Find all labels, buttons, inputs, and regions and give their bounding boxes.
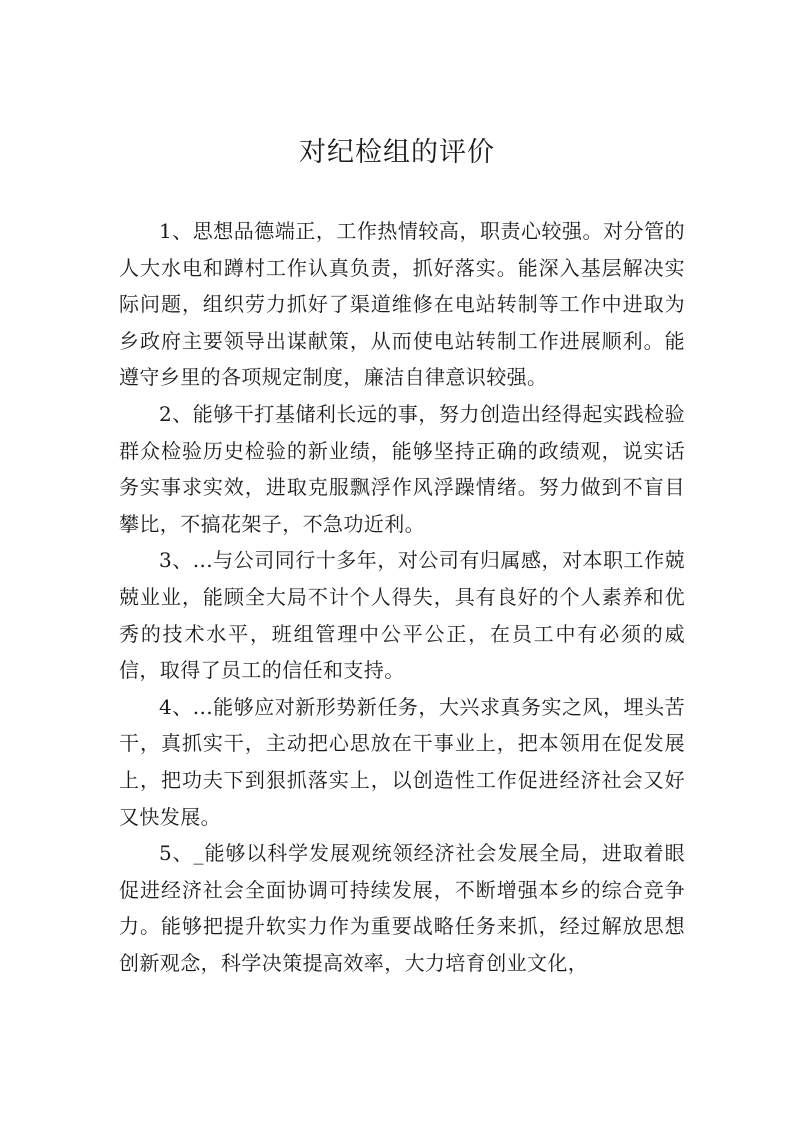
document-body — [119, 213, 685, 981]
paragraph-1: 1、思想品德端正，工作热情较高，职责心较强。对分管的人大水电和蹲村工作认真负责，抓好落实。能深入基层解决实际问题，组织劳力抓好了渠道维修在电站转制等工作中进取为乡政府主要领导出谋献策，从而使电站转制工作进展顺利。能遵守乡里的各项规定制度，廉洁自律意识较强。 — [119, 219, 685, 390]
page-title: 对纪检组的评价 — [299, 137, 495, 168]
paragraph-3: 3、...与公司同行十多年，对公司有归属感，对本职工作兢兢业业，能顾全大局不计个人得失，具有良好的个人素养和优秀的技术水平，班组管理中公平公正，在员工中有必须的威信，取得了员工的信任和支持。 — [119, 548, 685, 683]
paragraph-4: 4、...能够应对新形势新任务，大兴求真务实之风，埋头苦干，真抓实干，主动把心思放在干事业上，把本领用在促发展上，把功夫下到狠抓落实上，以创造性工作促进经济社会又好又快发展。 — [119, 694, 685, 829]
paragraph-5: 5、_能够以科学发展观统领经济社会发展全局，进取着眼促进经济社会全面协调可持续发展，不断增强本乡的综合竞争力。能够把提升软实力作为重要战略任务来抓，经过解放思想创新观念，科学决策提高效率，大力培育创业文化， — [119, 841, 685, 975]
paragraph-2: 2、能够干打基储利长远的事，努力创造出经得起实践检验群众检验历史检验的新业绩，能够坚持正确的政绩观，说实话务实事求实效，进取克服飘浮作风浮躁情绪。努力做到不盲目攀比，不搞花架子，不急功近利。 — [119, 401, 685, 536]
